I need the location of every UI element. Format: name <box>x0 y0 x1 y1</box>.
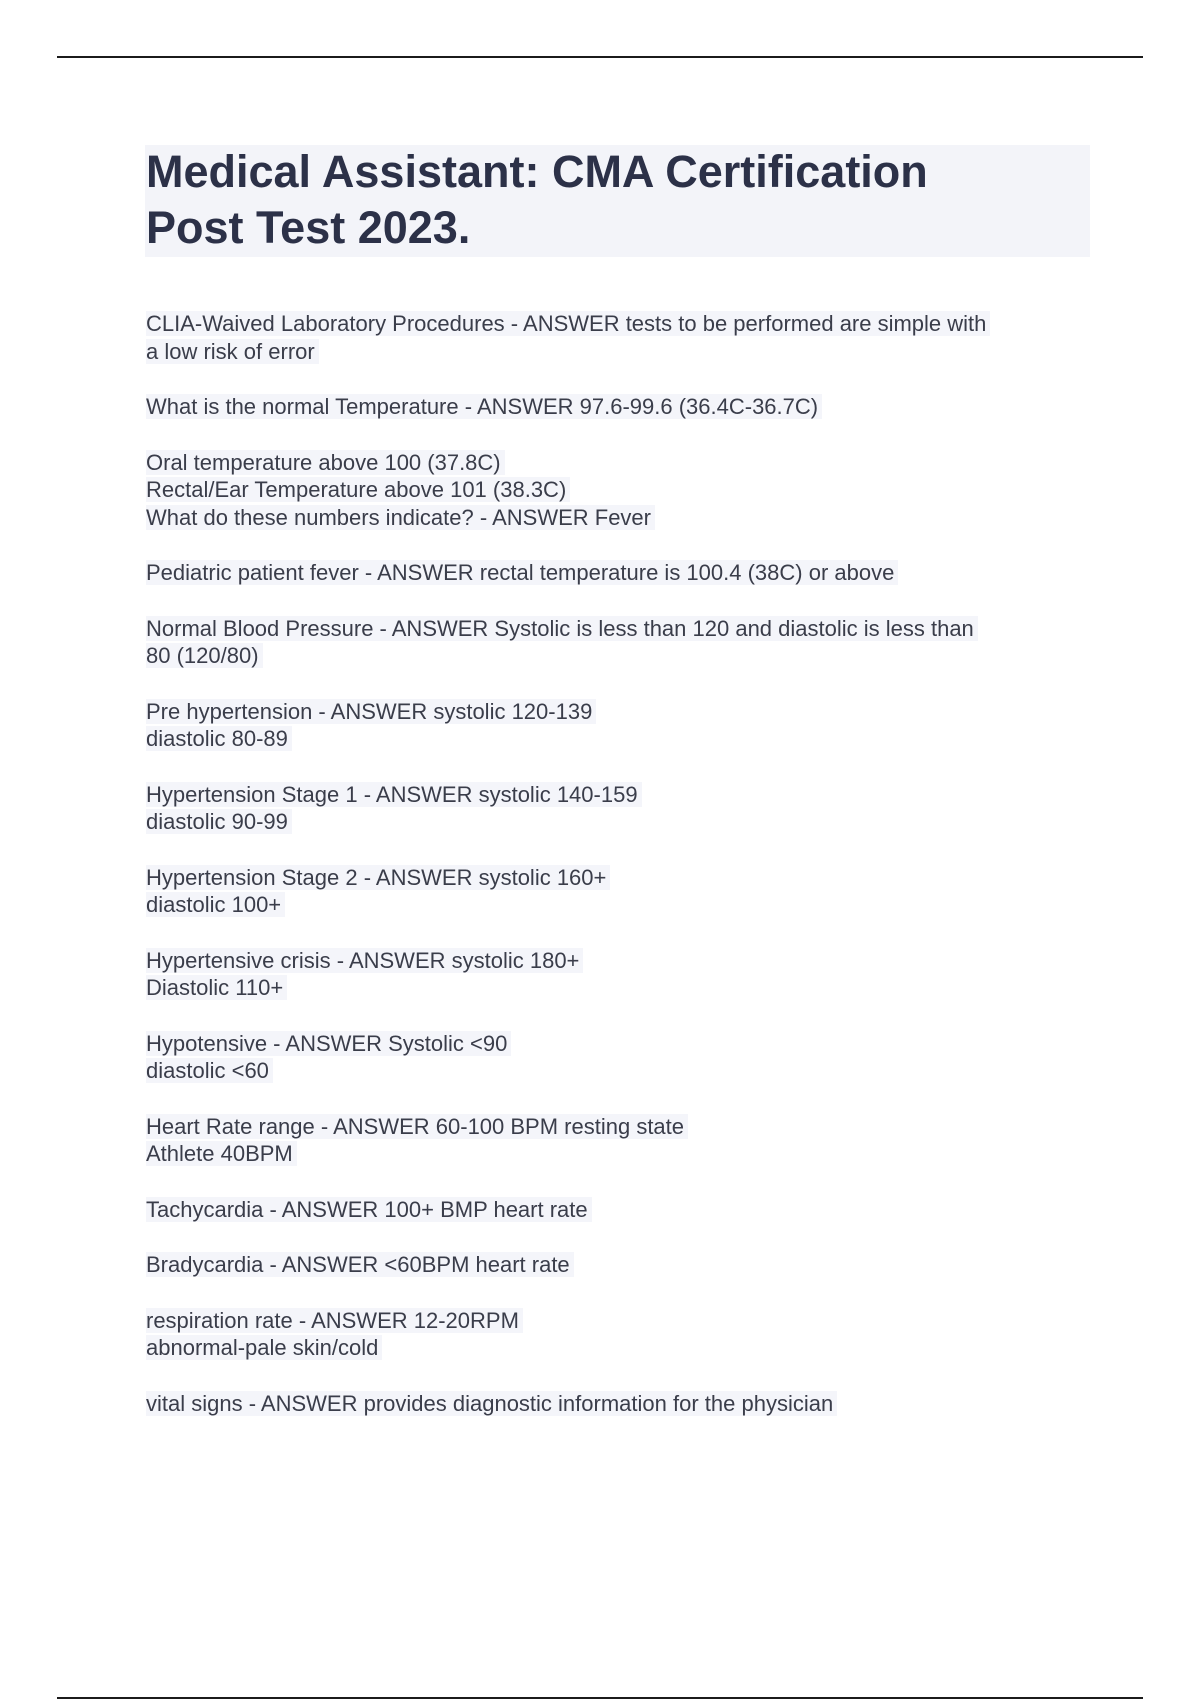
qa-line: Rectal/Ear Temperature above 101 (38.3C) <box>146 477 570 502</box>
qa-line: vital signs - ANSWER provides diagnostic information for the physician <box>146 1391 837 1416</box>
qa-entry <box>146 1251 1096 1279</box>
qa-line: Hypertension Stage 1 - ANSWER systolic 140-159 <box>146 782 642 807</box>
qa-line: Pre hypertension - ANSWER systolic 120-139 <box>146 699 596 724</box>
qa-line: diastolic <60 <box>146 1058 273 1083</box>
qa-line: Bradycardia - ANSWER <60BPM heart rate <box>146 1252 574 1277</box>
footer-rule <box>57 1697 1143 1699</box>
qa-entry <box>146 310 1096 365</box>
title-line-1: Medical Assistant: CMA Certification <box>146 146 928 197</box>
qa-line: Oral temperature above 100 (37.8C) <box>146 450 505 475</box>
qa-entry <box>146 698 1096 753</box>
qa-line: Pediatric patient fever - ANSWER rectal temperature is 100.4 (38C) or above <box>146 560 898 585</box>
qa-entry <box>146 1196 1096 1224</box>
qa-entry <box>146 864 1096 919</box>
qa-entry <box>146 393 1096 421</box>
qa-entry <box>146 559 1096 587</box>
qa-line: 80 (120/80) <box>146 643 263 668</box>
qa-entry <box>146 1030 1096 1085</box>
qa-line: Hypotensive - ANSWER Systolic <90 <box>146 1031 511 1056</box>
header-rule <box>57 56 1143 58</box>
qa-line: respiration rate - ANSWER 12-20RPM <box>146 1308 523 1333</box>
qa-line: diastolic 100+ <box>146 892 285 917</box>
qa-entry <box>146 781 1096 836</box>
qa-entry <box>146 947 1096 1002</box>
qa-entry <box>146 1307 1096 1362</box>
qa-entry <box>146 615 1096 670</box>
qa-line: What do these numbers indicate? - ANSWER Fever <box>146 505 655 530</box>
qa-line: Athlete 40BPM <box>146 1141 297 1166</box>
document-title <box>146 144 928 256</box>
qa-entry <box>146 1390 1096 1418</box>
qa-list <box>146 310 1096 1445</box>
qa-line: Hypertensive crisis - ANSWER systolic 180+ <box>146 948 583 973</box>
qa-line: Heart Rate range - ANSWER 60-100 BPM resting state <box>146 1114 688 1139</box>
qa-entry <box>146 449 1096 532</box>
title-line-2: Post Test 2023. <box>146 202 471 253</box>
qa-entry <box>146 1113 1096 1168</box>
qa-line: Hypertension Stage 2 - ANSWER systolic 160+ <box>146 865 610 890</box>
qa-line: a low risk of error <box>146 339 319 364</box>
qa-line: diastolic 90-99 <box>146 809 292 834</box>
qa-line: Normal Blood Pressure - ANSWER Systolic is less than 120 and diastolic is less than <box>146 616 978 641</box>
qa-line: diastolic 80-89 <box>146 726 292 751</box>
qa-line: abnormal-pale skin/cold <box>146 1335 382 1360</box>
qa-line: What is the normal Temperature - ANSWER 97.6-99.6 (36.4C-36.7C) <box>146 394 822 419</box>
qa-line: CLIA-Waived Laboratory Procedures - ANSWER tests to be performed are simple with <box>146 311 990 336</box>
qa-line: Tachycardia - ANSWER 100+ BMP heart rate <box>146 1197 592 1222</box>
qa-line: Diastolic 110+ <box>146 975 287 1000</box>
